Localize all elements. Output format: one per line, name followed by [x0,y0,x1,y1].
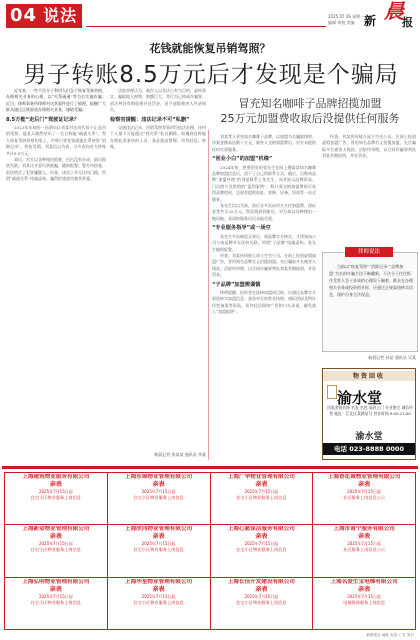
ad-brand-secondary: 渝水堂 [355,432,383,442]
classified-ad: 上海建筑物业服务有限公司 亲表 2025年7月15日起 住宅小区物业服务上岗信息 [5,473,107,524]
body-paragraph: 2023年年初的一场酒局让刘某付出的代价不止是吊销驾照。他某天偶然结识了一名自称能“疏通关系”、帮人恢复驾驶资格的男子，声称只要花钱就能在系统里“消除记录”，恢复驾照。刘某信以为真，分多次向对方转账共计8.5万元。 [6,125,106,156]
classified-ad: 上海华星物业管理有限公司 亲表 2025年7月15日起 住宅小区物业服务上岗信息 [108,578,210,629]
byline-2: 新晨记者 孙某 通讯员 吴某 [368,355,416,360]
body-paragraph: 法院审理认为，被告人以非法占有为目的，虚构事实，骗取他人财物，数额巨大，其行为已构成诈骗罪，依法判处有期徒刑并处罚金，责令退赔被害人经济损失。 [110,88,206,113]
lede-paragraph: 近年来，一些不法分子利用人们急于恢复驾驶资格、办理相关业务的心理，以“关系疏通”等为名实施诈骗。近日，律师事务所律师对这类案件进行了梳理，提醒广大群众通过正规渠道办理相关业务，谨防受骗。 [6,88,106,113]
body-paragraph: 事后，对方以各种理由推脱，迟迟没有办成，最后彻底失联。刘某这才意识到被骗，随即报警。警方经侦查，很快锁定了犯罪嫌疑人。经查，该男子并无任何门路，所谓“疏通关系”纯属虚构，骗得的钱款均被其挥霍。 [6,157,106,182]
classified-ad: 上海欣同物业管理有限公司 亲表 2025年7月15日起 住宅小区物业服务上岗信息 [108,525,210,576]
main-headline: 男子转账8.5万元后才发现是个骗局 [23,62,399,88]
ad-title: 物资回收 [323,371,415,381]
page-footer [0,632,420,640]
ad-phone: 电话 023-8888 0000 [323,443,415,455]
issue-date: 2025 07 26 星期一 [328,14,365,19]
body-paragraph: 张先生多次催促无果后，到品牌官方核实，才得知该公司与该品牌并无任何关联，所谓“子品牌”纯属虚构。张先生随即报警。 [212,233,316,252]
classified-ad: 上海心愿保洁服务有限公司 亲表 2025年7月15日起 住宅小区物业服务上岗信息 [211,525,313,576]
masthead-logo [364,0,416,32]
recycling-advertisement [322,368,416,460]
column-divider [208,130,209,460]
classified-ad: 上海东锦物业管理有限公司 亲表 2025年7月15日起 住宅小区物业服务上岗信息 [108,473,210,524]
page-header [0,0,420,36]
article-column-3 [212,134,316,460]
masthead-char-2: 晨 [384,0,404,23]
body-paragraph: 刘某等人冒充知名咖啡子品牌，以加盟为名骗取钱财，涉案金额高达数十万元，被害人交纳加盟费后，对方未提供任何实质服务。 [212,134,316,152]
ad-logo-icon [327,385,337,399]
article-column-1 [6,88,106,460]
editor-credits: 编辑 审校 美编 [328,20,355,25]
deck-line-2: 25万元加盟费收取后没提供任何服务 [220,112,400,125]
classified-ad: 上海广华物业管理有限公司 亲表 2025年7月15日起 住宅小区物业服务上岗信息 [211,473,313,524]
subhead-1: 8.5万能“走后门”驾驶证记录？ [6,116,80,123]
quote-body: 当前以“恢复驾照”“消除记录”“品牌加盟”为名的诈骗手段不断翻新，不法分子往往抓住受害人急于求成的心理设下圈套。群众在办理相关业务或投资创业时，应通过正规渠道核实信息，保护自身合法权益。 [329,264,413,297]
subhead-2: 检察官提醒：违法记录不可“私删” [110,116,190,123]
classified-ad: 上海市南宁服务有限公司 亲表 2025年7月15日起 社区服务上岗信息公示 [313,525,415,576]
classified-ad: 上海名爱生宝电梯有限公司 亲表 2025年7月15日起 电梯维保服务上岗信息 [313,578,415,629]
subhead-5: “子品牌”加盟需谨慎 [212,281,261,288]
classified-ad: 上海新金物业管理有限公司 亲表 2025年7月15日起 住宅小区物业服务上岗信息 [5,525,107,576]
ad-brand: 渝水堂 [337,389,383,407]
section-number: 04 [10,5,38,26]
footer-info: 新晨报社 地址 电话 广告 发行 [366,633,414,637]
header-rule [86,26,326,27]
section-badge [6,4,82,28]
quote-tag: 律师说法 [345,247,393,257]
section-label: 说法 [43,6,78,25]
classified-ad: 上海弘明物业管理有限公司 亲表 2025年7月15日起 住宅小区物业服务上岗信息 [5,578,107,629]
article-column-4 [322,134,416,246]
lawyer-quote-box [322,249,418,352]
byline-1: 新晨记者 张某某 通讯员 李某 [154,452,206,457]
body-paragraph: 律师提醒，投资者在选择加盟项目时，应通过品牌官方渠道核实加盟信息，查验对方的营业执照、商标授权及特许经营备案等资质，切勿轻信网络广告和口头承诺，避免落入“加盟陷阱”。 [212,289,316,315]
body-paragraph: 经查，刘某伙同他人成立空壳公司，在网上投放虚假加盟广告，冒用知名品牌名义招揽加盟，先后骗取多名被害人钱款。法院经审理，以合同诈骗罪判处刘某有期徒刑，并处罚金。 [322,134,416,159]
subhead-4: “专业服务指导”或一场空 [212,225,271,232]
body-paragraph: 2024年初，想要创业的张先生在网上搜索某知名咖啡品牌加盟信息后，留下了自己的联系方式。随后，自称该品牌“加盟经理”的刘某联系上张先生，向其展示品牌资质、门店照片及所谓的“盈利案例”，称只需交纳加盟费即可获得品牌授权，总部会提供选址、装修、设备、培训等一站式服务。 [212,164,316,202]
body-paragraph: 经查，刘某伙同他人成立空壳公司，在网上投放虚假加盟广告，冒用知名品牌名义招揽加盟，先后骗取多名被害人钱款。法院经审理，以合同诈骗罪判处刘某有期徒刑，并处罚金。 [212,252,316,278]
classified-ad: 上海香花城物业管理有限公司 亲表 2025年7月15日起 社区服务上岗信息公示 [313,473,415,524]
ad-info: 回收金银首饰 名表 名包 高价上门 专业鉴定 诚信经营 地址：江北区某路某号 营业时间 9:00-21:00 [327,405,413,416]
article-column-2 [110,88,206,460]
subhead-3: “创业小白”的加盟“机缘” [212,156,273,163]
kicker-headline: 花钱就能恢复吊销驾照？ [149,42,271,55]
deck-line-1: 冒充知名咖啡子品牌招揽加盟 [238,97,382,110]
secondary-headline [210,96,410,126]
masthead-char-3: 报 [402,16,413,29]
body-paragraph: 交通违法记录、吊销驾照等事项均依法办理，任何个人都不可能通过“找关系”私自删除。如遇到自称能办理此类事项的人员，务必提高警惕，切勿轻信、转账。 [110,125,206,150]
classified-ad: 上海长佳开发建设有限公司 亲表 2025年7月15日起 住宅小区物业服务上岗信息 [211,578,313,629]
body-paragraph: 张先生信以为真，前后分多次向对方支付加盟费、保证金等共计25万元。然而钱款到账后，对方却以各种理由一拖再拖，承诺的服务迟迟未能兑现。 [212,203,316,221]
ads-divider-bar [2,466,418,469]
classified-ads-grid [4,472,416,630]
masthead-char-1: 新 [364,14,377,28]
